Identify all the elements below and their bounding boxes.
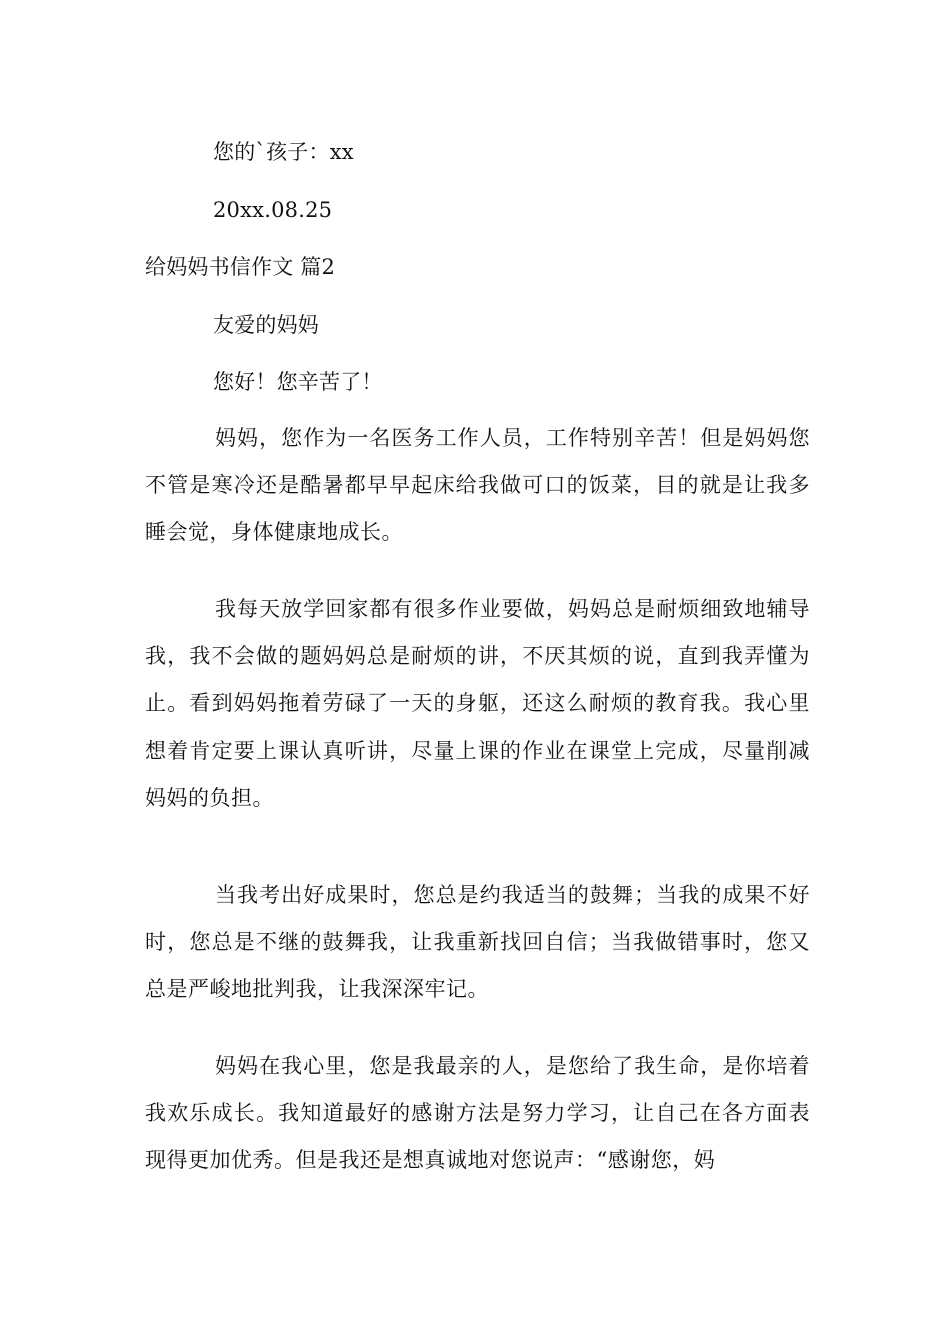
letter-paragraph: 我每天放学回家都有很多作业要做，妈妈总是耐烦细致地辅导我，我不会做的题妈妈总是耐烦的讲，不厌其烦的说，直到我弄懂为止。看到妈妈拖着劳碌了一天的身躯，还这么耐烦的教育我。我心里想着肯定要上课认真听讲，尽量上课的作业在课堂上完成，尽量削减妈妈的负担。 [145, 597, 810, 810]
letter-date: 20xx.08.25 [213, 198, 333, 222]
letter-paragraph: 妈妈，您作为一名医务工作人员，工作特别辛苦！但是妈妈您不管是寒冷还是酷暑都早早起床给我做可口的饭菜，目的就是让我多睡会觉，身体健康地成长。 [145, 426, 810, 545]
letter-salutation: 友爱的妈妈 [213, 313, 319, 337]
section-title: 给妈妈书信作文 篇2 [145, 255, 336, 279]
letter-greeting: 您好！您辛苦了！ [213, 370, 383, 394]
letter-paragraph: 妈妈在我心里，您是我最亲的人，是您给了我生命，是你培着我欢乐成长。我知道最好的感谢方法是努力学习，让自己在各方面表现得更加优秀。但是我还是想真诚地对您说声：“感谢您，妈 [145, 1054, 810, 1173]
letter-closing: 您的`孩子：xx [213, 140, 354, 164]
letter-paragraph: 当我考出好成果时，您总是约我适当的鼓舞；当我的成果不好时，您总是不继的鼓舞我，让我重新找回自信；当我做错事时，您又总是严峻地批判我，让我深深牢记。 [145, 883, 810, 1002]
